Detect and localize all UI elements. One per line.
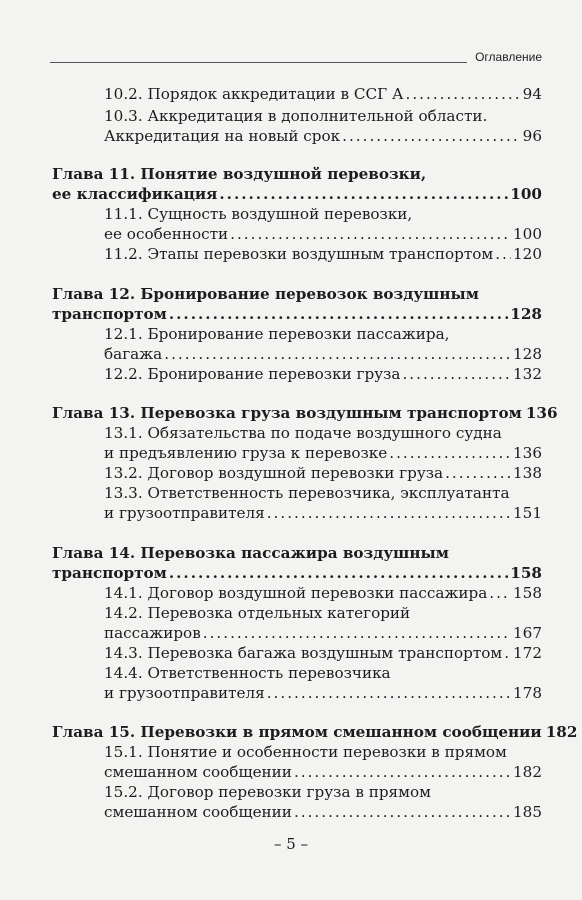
toc-page-number: 96 (522, 127, 542, 145)
toc-page-number: 100 (510, 185, 542, 203)
toc-entry[interactable] (104, 643, 542, 663)
leader-dots (294, 762, 511, 782)
leader-dots (219, 184, 508, 204)
toc-entry[interactable] (104, 463, 542, 483)
toc-chapter[interactable] (52, 304, 542, 324)
toc-entry-title: 13.1. Обязательства по подаче воздушного судна (104, 424, 502, 442)
toc-entry-title: 13.3. Ответственность перевозчика, эксплуатанта (104, 484, 510, 502)
toc-entry-title: 10.2. Порядок аккредитации в ССГ А (104, 85, 404, 103)
leader-dots (445, 463, 511, 483)
toc-entry[interactable] (104, 423, 542, 443)
toc-entry-title: и грузоотправителя (104, 504, 265, 522)
toc-entry[interactable] (104, 762, 542, 782)
toc-chapter[interactable] (52, 563, 542, 583)
toc-entry[interactable] (104, 683, 542, 703)
toc-entry[interactable] (104, 224, 542, 244)
toc-entry[interactable] (104, 483, 542, 503)
toc-page-number: 100 (513, 225, 542, 243)
leader-dots (267, 503, 511, 523)
leader-dots (389, 443, 511, 463)
toc-entry-title: 11.1. Сущность воздушной перевозки, (104, 205, 413, 223)
toc-chapter-title: транспортом (52, 564, 167, 582)
toc-entry[interactable] (104, 503, 542, 523)
toc-chapter-title: Глава 12. Бронирование перевозок воздушным (52, 285, 479, 303)
toc-chapter[interactable] (52, 403, 558, 423)
toc-chapter-title: транспортом (52, 305, 167, 323)
toc-entry[interactable] (104, 663, 542, 683)
leader-dots (406, 84, 521, 104)
running-header: Оглавление (475, 50, 542, 64)
toc-entry-title: 14.1. Договор воздушной перевозки пассажира (104, 584, 488, 602)
toc-page-number: 182 (513, 763, 542, 781)
toc-entry[interactable] (104, 802, 542, 822)
leader-dots (402, 364, 511, 384)
toc-page-number: 132 (513, 365, 542, 383)
toc-page-number: 138 (513, 464, 542, 482)
toc-page-number: 185 (513, 803, 542, 821)
leader-dots (164, 344, 511, 364)
toc-page-number: 167 (513, 624, 542, 642)
toc-page-number: 128 (510, 305, 542, 323)
toc-entry[interactable] (104, 742, 542, 762)
toc-entry[interactable] (104, 623, 542, 643)
toc-chapter-title: Глава 11. Понятие воздушной перевозки, (52, 165, 427, 183)
toc-page-number: 136 (525, 404, 558, 422)
toc-entry-title: 15.1. Понятие и особенности перевозки в прямом (104, 743, 507, 761)
toc-entry[interactable] (104, 126, 542, 146)
toc-entry[interactable] (104, 583, 542, 603)
leader-dots (294, 802, 511, 822)
leader-dots (230, 224, 511, 244)
toc-entry-title: 14.3. Перевозка багажа воздушным транспортом (104, 644, 503, 662)
toc-entry[interactable] (104, 443, 542, 463)
toc-entry-title: ее особенности (104, 225, 229, 243)
toc-entry-title: пассажиров (104, 624, 201, 642)
toc-entry[interactable] (104, 204, 542, 224)
toc-page-number: 182 (545, 723, 578, 741)
toc-chapter-title: Глава 15. Перевозки в прямом смешанном сообщении (52, 723, 542, 741)
toc-entry[interactable] (104, 244, 542, 264)
toc-page-number: 94 (522, 85, 542, 103)
toc-entry-title: багажа (104, 345, 163, 363)
leader-dots (169, 304, 508, 324)
toc-chapter-title: ее классификация (52, 185, 218, 203)
leader-dots (495, 244, 511, 264)
toc-entry[interactable] (104, 344, 542, 364)
toc-entry-title: 12.1. Бронирование перевозки пассажира, (104, 325, 450, 343)
leader-dots (203, 623, 511, 643)
toc-chapter[interactable] (52, 164, 542, 184)
toc-page-number: 178 (513, 684, 542, 702)
toc-entry-title: 11.2. Этапы перевозки воздушным транспортом (104, 245, 494, 263)
toc-entry-title: и предъявлению груза к перевозке (104, 444, 388, 462)
leader-dots (489, 583, 511, 603)
toc-entry-title: смешанном сообщении (104, 803, 292, 821)
leader-dots (169, 563, 508, 583)
toc-entry[interactable] (104, 84, 542, 104)
toc-entry-title: 14.2. Перевозка отдельных категорий (104, 604, 411, 622)
toc-chapter[interactable] (52, 722, 578, 742)
leader-dots (267, 683, 511, 703)
toc-page-number: 158 (510, 564, 542, 582)
toc-chapter-title: Глава 13. Перевозка груза воздушным транспортом (52, 404, 522, 422)
toc-entry[interactable] (104, 782, 542, 802)
toc-page-number: 172 (513, 644, 542, 662)
toc-chapter[interactable] (52, 284, 542, 304)
toc-chapter-title: Глава 14. Перевозка пассажира воздушным (52, 544, 449, 562)
toc-entry-title: Аккредитация на новый срок (104, 127, 341, 145)
toc-entry-title: и грузоотправителя (104, 684, 265, 702)
toc-entry-title: 15.2. Договор перевозки груза в прямом (104, 783, 431, 801)
leader-dots (342, 126, 521, 146)
toc-entry-title: 10.3. Аккредитация в дополнительной области. (104, 107, 488, 125)
toc-entry-title: 12.2. Бронирование перевозки груза (104, 365, 401, 383)
leader-dots (504, 643, 511, 663)
toc-entry[interactable] (104, 324, 542, 344)
toc-chapter[interactable] (52, 184, 542, 204)
toc-entry[interactable] (104, 603, 542, 623)
toc-page-number: 120 (513, 245, 542, 263)
toc-page-number: 151 (513, 504, 542, 522)
toc-entry-title: 14.4. Ответственность перевозчика (104, 664, 391, 682)
toc-chapter[interactable] (52, 543, 542, 563)
toc-page-number: 158 (513, 584, 542, 602)
toc-page-number: 136 (513, 444, 542, 462)
toc-entry-title: смешанном сообщении (104, 763, 292, 781)
toc-entry-title: 13.2. Договор воздушной перевозки груза (104, 464, 444, 482)
toc-entry[interactable] (104, 364, 542, 384)
page-number: – 5 – (273, 835, 309, 853)
toc-page-number: 128 (513, 345, 542, 363)
toc-entry[interactable] (104, 106, 542, 126)
